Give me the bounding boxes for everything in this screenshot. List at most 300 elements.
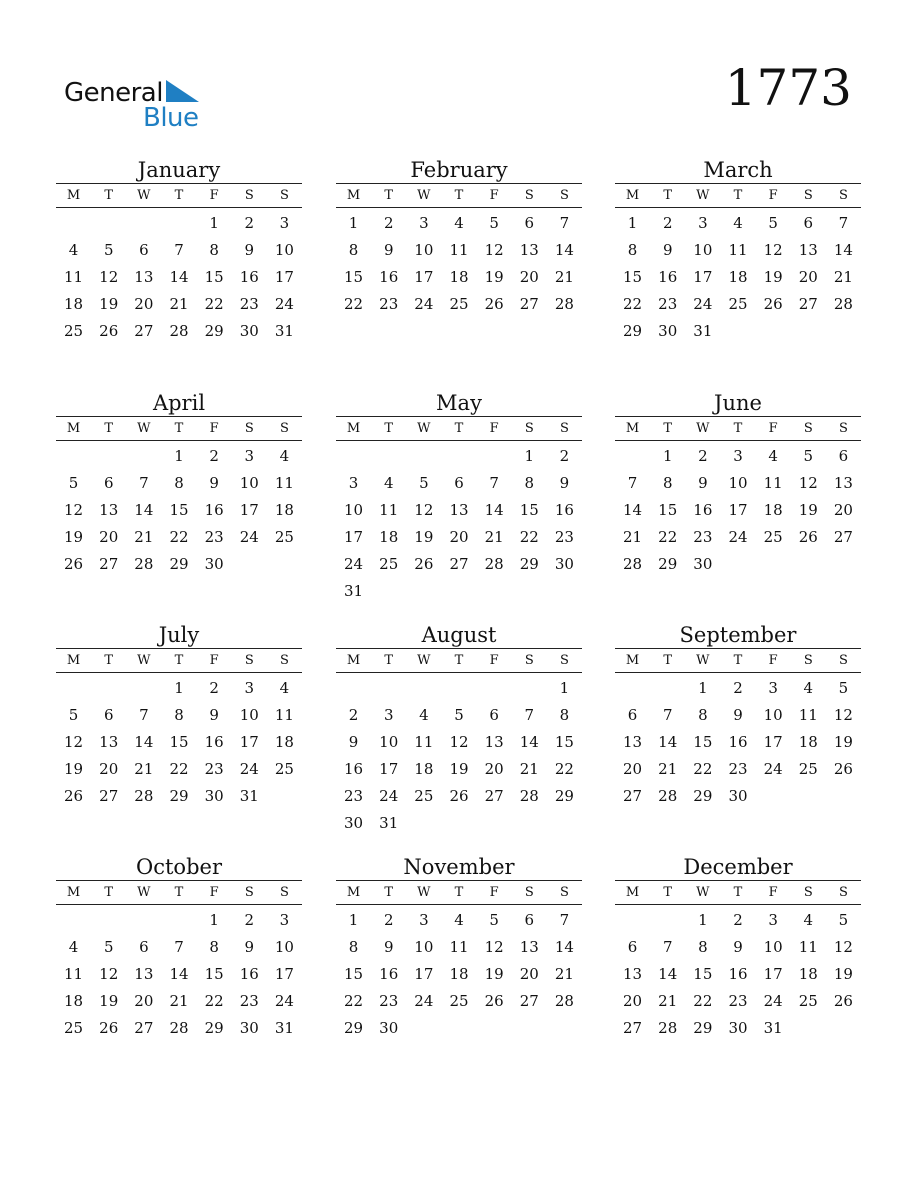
logo-word-blue: Blue xyxy=(143,103,199,133)
empty-cell xyxy=(615,443,650,470)
day-cell: 23 xyxy=(239,295,259,313)
day-cell: 27 xyxy=(134,322,154,340)
day-cell: 14 xyxy=(554,938,574,956)
weekday-header: F xyxy=(489,653,499,668)
day-cell: 20 xyxy=(99,760,119,778)
day-cell: 27 xyxy=(484,787,504,805)
month-name: September xyxy=(679,623,797,647)
day-cell: 11 xyxy=(274,706,294,724)
day-cell: 17 xyxy=(239,733,259,751)
empty-cell xyxy=(406,675,441,702)
day-cell: 25 xyxy=(274,760,294,778)
weekday-header: S xyxy=(524,421,534,436)
empty-cell xyxy=(615,907,650,934)
weekday-header: S xyxy=(803,653,813,668)
day-grid xyxy=(336,675,582,837)
day-cell: 30 xyxy=(204,555,224,573)
day-cell: 31 xyxy=(239,787,259,805)
day-cell: 6 xyxy=(524,214,535,232)
day-cell: 30 xyxy=(728,1019,748,1037)
month-march xyxy=(615,157,861,345)
weekday-header: S xyxy=(279,421,289,436)
day-cell: 4 xyxy=(803,911,814,929)
day-cell: 1 xyxy=(698,679,708,697)
day-cell: 26 xyxy=(484,992,504,1010)
weekday-header: T xyxy=(174,421,184,436)
day-cell: 21 xyxy=(484,528,504,546)
day-cell: 10 xyxy=(274,241,294,259)
day-cell: 20 xyxy=(484,760,504,778)
day-cell: 5 xyxy=(454,706,464,724)
month-april xyxy=(56,390,302,578)
day-cell: 18 xyxy=(274,501,294,519)
weekday-header-row xyxy=(56,648,302,673)
weekday-header: S xyxy=(803,188,813,203)
weekday-header: W xyxy=(417,653,431,668)
weekday-header: T xyxy=(384,653,394,668)
day-cell: 1 xyxy=(524,447,535,465)
empty-cell xyxy=(91,443,126,470)
day-cell: 15 xyxy=(519,501,539,519)
day-cell: 24 xyxy=(239,528,259,546)
day-cell: 23 xyxy=(204,528,224,546)
day-cell: 2 xyxy=(383,214,394,232)
weekday-header-row xyxy=(336,416,582,441)
day-cell: 21 xyxy=(658,992,678,1010)
day-cell: 11 xyxy=(414,733,434,751)
day-cell: 20 xyxy=(519,965,539,983)
day-cell: 20 xyxy=(134,992,154,1010)
day-cell: 2 xyxy=(244,911,255,929)
day-cell: 3 xyxy=(698,214,708,232)
weekday-header: T xyxy=(663,188,673,203)
weekday-header: M xyxy=(66,885,81,900)
weekday-header: W xyxy=(417,188,431,203)
weekday-header: S xyxy=(524,885,534,900)
day-cell: 9 xyxy=(662,241,673,259)
weekday-header: F xyxy=(209,188,219,203)
day-cell: 22 xyxy=(623,295,643,313)
day-cell: 8 xyxy=(559,706,570,724)
day-cell: 17 xyxy=(274,965,294,983)
day-cell: 17 xyxy=(414,268,434,286)
day-cell: 3 xyxy=(768,911,778,929)
weekday-header: W xyxy=(417,421,431,436)
day-cell: 8 xyxy=(209,938,219,956)
day-cell: 25 xyxy=(414,787,434,805)
day-cell: 21 xyxy=(833,268,853,286)
weekday-header: T xyxy=(384,421,394,436)
day-cell: 31 xyxy=(693,322,713,340)
empty-cell xyxy=(126,210,161,237)
day-cell: 29 xyxy=(204,322,224,340)
day-grid xyxy=(615,907,861,1042)
day-cell: 7 xyxy=(139,474,149,492)
day-cell: 18 xyxy=(728,268,748,286)
day-cell: 1 xyxy=(559,679,570,697)
day-cell: 3 xyxy=(419,214,429,232)
month-name: March xyxy=(703,158,773,182)
day-cell: 19 xyxy=(833,965,853,983)
month-august xyxy=(336,622,582,837)
day-cell: 24 xyxy=(728,528,748,546)
day-cell: 21 xyxy=(623,528,643,546)
day-cell: 3 xyxy=(768,679,778,697)
weekday-header-row xyxy=(336,648,582,673)
day-grid xyxy=(56,443,302,578)
weekday-header: M xyxy=(66,421,81,436)
weekday-header: S xyxy=(244,188,254,203)
weekday-header-row xyxy=(336,880,582,905)
day-cell: 25 xyxy=(64,1019,84,1037)
day-cell: 29 xyxy=(623,322,643,340)
day-cell: 31 xyxy=(379,814,399,832)
day-cell: 17 xyxy=(693,268,713,286)
day-cell: 4 xyxy=(279,447,290,465)
day-cell: 16 xyxy=(658,268,678,286)
weekday-header: F xyxy=(209,885,219,900)
day-cell: 17 xyxy=(763,733,783,751)
empty-cell xyxy=(650,675,685,702)
month-name: June xyxy=(714,391,762,415)
day-cell: 8 xyxy=(524,474,535,492)
day-cell: 10 xyxy=(379,733,399,751)
day-cell: 24 xyxy=(414,295,434,313)
day-cell: 7 xyxy=(174,938,184,956)
day-cell: 22 xyxy=(169,528,189,546)
day-cell: 15 xyxy=(554,733,574,751)
month-january xyxy=(56,157,302,345)
day-cell: 1 xyxy=(627,214,638,232)
day-cell: 5 xyxy=(68,706,79,724)
day-cell: 28 xyxy=(134,555,154,573)
day-grid xyxy=(336,907,582,1042)
weekday-header: F xyxy=(489,885,499,900)
day-cell: 17 xyxy=(763,965,783,983)
day-cell: 13 xyxy=(519,241,539,259)
day-cell: 18 xyxy=(414,760,434,778)
weekday-header-row xyxy=(615,416,861,441)
day-cell: 28 xyxy=(554,295,574,313)
day-cell: 10 xyxy=(344,501,364,519)
month-july xyxy=(56,622,302,810)
day-cell: 22 xyxy=(204,992,224,1010)
day-cell: 10 xyxy=(239,706,259,724)
day-cell: 13 xyxy=(519,938,539,956)
day-cell: 12 xyxy=(833,706,853,724)
day-cell: 11 xyxy=(64,965,84,983)
day-cell: 28 xyxy=(658,1019,678,1037)
day-cell: 9 xyxy=(209,706,219,724)
month-september xyxy=(615,622,861,810)
day-cell: 23 xyxy=(693,528,713,546)
day-cell: 12 xyxy=(414,501,434,519)
weekday-header: T xyxy=(663,885,673,900)
weekday-header: T xyxy=(104,421,114,436)
day-cell: 27 xyxy=(449,555,469,573)
month-name: October xyxy=(136,855,222,879)
day-cell: 22 xyxy=(344,295,364,313)
day-cell: 1 xyxy=(174,447,184,465)
day-cell: 11 xyxy=(64,268,84,286)
weekday-header: T xyxy=(174,885,184,900)
day-cell: 13 xyxy=(833,474,853,492)
weekday-header: S xyxy=(838,421,848,436)
day-cell: 18 xyxy=(64,992,84,1010)
day-cell: 6 xyxy=(139,241,149,259)
day-cell: 27 xyxy=(99,787,119,805)
month-name: February xyxy=(410,158,508,182)
weekday-header: W xyxy=(137,885,151,900)
month-name: November xyxy=(403,855,515,879)
weekday-header: S xyxy=(838,653,848,668)
empty-cell xyxy=(650,907,685,934)
weekday-header: S xyxy=(524,188,534,203)
day-cell: 18 xyxy=(274,733,294,751)
day-cell: 29 xyxy=(344,1019,364,1037)
day-cell: 25 xyxy=(798,760,818,778)
day-cell: 18 xyxy=(798,733,818,751)
day-cell: 16 xyxy=(379,268,399,286)
day-cell: 8 xyxy=(174,474,184,492)
day-cell: 14 xyxy=(554,241,574,259)
empty-cell xyxy=(477,443,512,470)
day-cell: 29 xyxy=(554,787,574,805)
day-cell: 17 xyxy=(239,501,259,519)
day-cell: 27 xyxy=(519,295,539,313)
day-cell: 2 xyxy=(209,679,219,697)
day-cell: 29 xyxy=(693,1019,713,1037)
day-cell: 20 xyxy=(519,268,539,286)
day-cell: 19 xyxy=(64,528,84,546)
weekday-header: W xyxy=(137,421,151,436)
day-cell: 8 xyxy=(627,241,638,259)
day-cell: 20 xyxy=(798,268,818,286)
month-june xyxy=(615,390,861,578)
day-cell: 6 xyxy=(103,474,114,492)
day-cell: 1 xyxy=(209,214,219,232)
day-cell: 25 xyxy=(449,295,469,313)
day-grid xyxy=(615,675,861,810)
day-cell: 13 xyxy=(623,965,643,983)
day-cell: 25 xyxy=(274,528,294,546)
day-cell: 5 xyxy=(838,911,849,929)
day-cell: 2 xyxy=(348,706,359,724)
day-cell: 5 xyxy=(68,474,79,492)
day-cell: 17 xyxy=(274,268,294,286)
day-cell: 2 xyxy=(383,911,394,929)
day-cell: 14 xyxy=(484,501,504,519)
day-cell: 17 xyxy=(379,760,399,778)
empty-cell xyxy=(56,443,91,470)
day-cell: 31 xyxy=(274,322,294,340)
day-cell: 22 xyxy=(693,992,713,1010)
empty-cell xyxy=(91,907,126,934)
weekday-header: W xyxy=(696,885,710,900)
day-grid xyxy=(56,907,302,1042)
empty-cell xyxy=(615,675,650,702)
empty-cell xyxy=(91,675,126,702)
weekday-header: T xyxy=(174,188,184,203)
weekday-header: M xyxy=(346,421,361,436)
day-cell: 21 xyxy=(554,268,574,286)
day-cell: 27 xyxy=(623,1019,643,1037)
day-cell: 30 xyxy=(379,1019,399,1037)
day-cell: 1 xyxy=(348,911,359,929)
day-cell: 16 xyxy=(239,268,259,286)
day-cell: 12 xyxy=(99,268,119,286)
day-cell: 7 xyxy=(174,241,184,259)
day-cell: 28 xyxy=(623,555,643,573)
day-cell: 14 xyxy=(169,965,189,983)
weekday-header: S xyxy=(803,885,813,900)
day-cell: 18 xyxy=(449,268,469,286)
day-cell: 14 xyxy=(658,733,678,751)
day-cell: 23 xyxy=(554,528,574,546)
day-cell: 15 xyxy=(344,965,364,983)
weekday-header: F xyxy=(489,421,499,436)
day-cell: 12 xyxy=(99,965,119,983)
day-cell: 2 xyxy=(559,447,570,465)
day-cell: 30 xyxy=(344,814,364,832)
day-grid xyxy=(336,210,582,318)
day-cell: 13 xyxy=(798,241,818,259)
day-cell: 22 xyxy=(519,528,539,546)
month-name: December xyxy=(683,855,793,879)
day-cell: 23 xyxy=(658,295,678,313)
weekday-header: S xyxy=(559,885,569,900)
weekday-header-row xyxy=(615,183,861,208)
day-cell: 15 xyxy=(204,965,224,983)
weekday-header: M xyxy=(346,188,361,203)
day-cell: 10 xyxy=(763,706,783,724)
weekday-header: T xyxy=(104,188,114,203)
day-cell: 13 xyxy=(134,965,154,983)
weekday-header: T xyxy=(733,885,743,900)
weekday-header: S xyxy=(279,885,289,900)
day-cell: 21 xyxy=(134,760,154,778)
month-name: July xyxy=(158,623,200,647)
day-cell: 10 xyxy=(693,241,713,259)
day-cell: 6 xyxy=(524,911,535,929)
weekday-header: S xyxy=(244,421,254,436)
weekday-header: T xyxy=(663,421,673,436)
day-cell: 25 xyxy=(798,992,818,1010)
empty-cell xyxy=(512,675,547,702)
weekday-header: T xyxy=(384,885,394,900)
empty-cell xyxy=(336,675,371,702)
day-grid xyxy=(615,443,861,578)
empty-cell xyxy=(336,443,371,470)
day-cell: 28 xyxy=(554,992,574,1010)
day-cell: 12 xyxy=(64,733,84,751)
day-cell: 11 xyxy=(379,501,399,519)
day-cell: 30 xyxy=(728,787,748,805)
weekday-header: T xyxy=(454,421,464,436)
weekday-header: M xyxy=(625,421,640,436)
month-february xyxy=(336,157,582,318)
day-cell: 5 xyxy=(489,214,499,232)
weekday-header: T xyxy=(663,653,673,668)
day-cell: 26 xyxy=(763,295,783,313)
weekday-header: T xyxy=(104,885,114,900)
day-cell: 11 xyxy=(274,474,294,492)
day-cell: 31 xyxy=(763,1019,783,1037)
day-cell: 14 xyxy=(658,965,678,983)
day-cell: 9 xyxy=(209,474,219,492)
day-cell: 29 xyxy=(658,555,678,573)
day-cell: 2 xyxy=(733,911,743,929)
day-cell: 4 xyxy=(279,679,290,697)
empty-cell xyxy=(91,210,126,237)
day-cell: 22 xyxy=(169,760,189,778)
day-cell: 14 xyxy=(134,733,154,751)
day-cell: 7 xyxy=(627,474,638,492)
day-cell: 6 xyxy=(803,214,814,232)
day-cell: 7 xyxy=(139,706,149,724)
day-cell: 18 xyxy=(449,965,469,983)
day-cell: 8 xyxy=(348,938,359,956)
day-cell: 10 xyxy=(274,938,294,956)
day-cell: 13 xyxy=(99,501,119,519)
month-december xyxy=(615,854,861,1042)
weekday-header: F xyxy=(768,653,778,668)
day-cell: 29 xyxy=(169,555,189,573)
day-cell: 20 xyxy=(623,760,643,778)
day-cell: 14 xyxy=(833,241,853,259)
empty-cell xyxy=(406,443,441,470)
day-cell: 17 xyxy=(728,501,748,519)
weekday-header: W xyxy=(137,653,151,668)
weekday-header: S xyxy=(559,188,569,203)
day-cell: 3 xyxy=(279,214,290,232)
weekday-header: W xyxy=(137,188,151,203)
day-cell: 24 xyxy=(414,992,434,1010)
day-cell: 13 xyxy=(99,733,119,751)
day-cell: 14 xyxy=(623,501,643,519)
day-cell: 12 xyxy=(449,733,469,751)
day-cell: 19 xyxy=(99,295,119,313)
day-cell: 29 xyxy=(519,555,539,573)
day-cell: 31 xyxy=(274,1019,294,1037)
day-cell: 22 xyxy=(658,528,678,546)
weekday-header: T xyxy=(174,653,184,668)
day-cell: 26 xyxy=(414,555,434,573)
day-cell: 8 xyxy=(662,474,673,492)
day-cell: 27 xyxy=(833,528,853,546)
weekday-header: T xyxy=(733,188,743,203)
day-cell: 23 xyxy=(344,787,364,805)
day-cell: 10 xyxy=(239,474,259,492)
day-cell: 2 xyxy=(244,214,255,232)
day-cell: 8 xyxy=(209,241,219,259)
month-name: May xyxy=(436,391,482,415)
day-cell: 7 xyxy=(838,214,849,232)
day-cell: 25 xyxy=(763,528,783,546)
day-cell: 23 xyxy=(379,295,399,313)
month-name: January xyxy=(137,158,221,182)
day-cell: 19 xyxy=(833,733,853,751)
day-cell: 5 xyxy=(768,214,778,232)
weekday-header: W xyxy=(417,885,431,900)
day-cell: 26 xyxy=(833,992,853,1010)
day-cell: 5 xyxy=(838,679,849,697)
day-cell: 4 xyxy=(419,706,429,724)
day-cell: 20 xyxy=(833,501,853,519)
day-cell: 4 xyxy=(803,679,814,697)
day-cell: 20 xyxy=(623,992,643,1010)
day-cell: 27 xyxy=(134,1019,154,1037)
